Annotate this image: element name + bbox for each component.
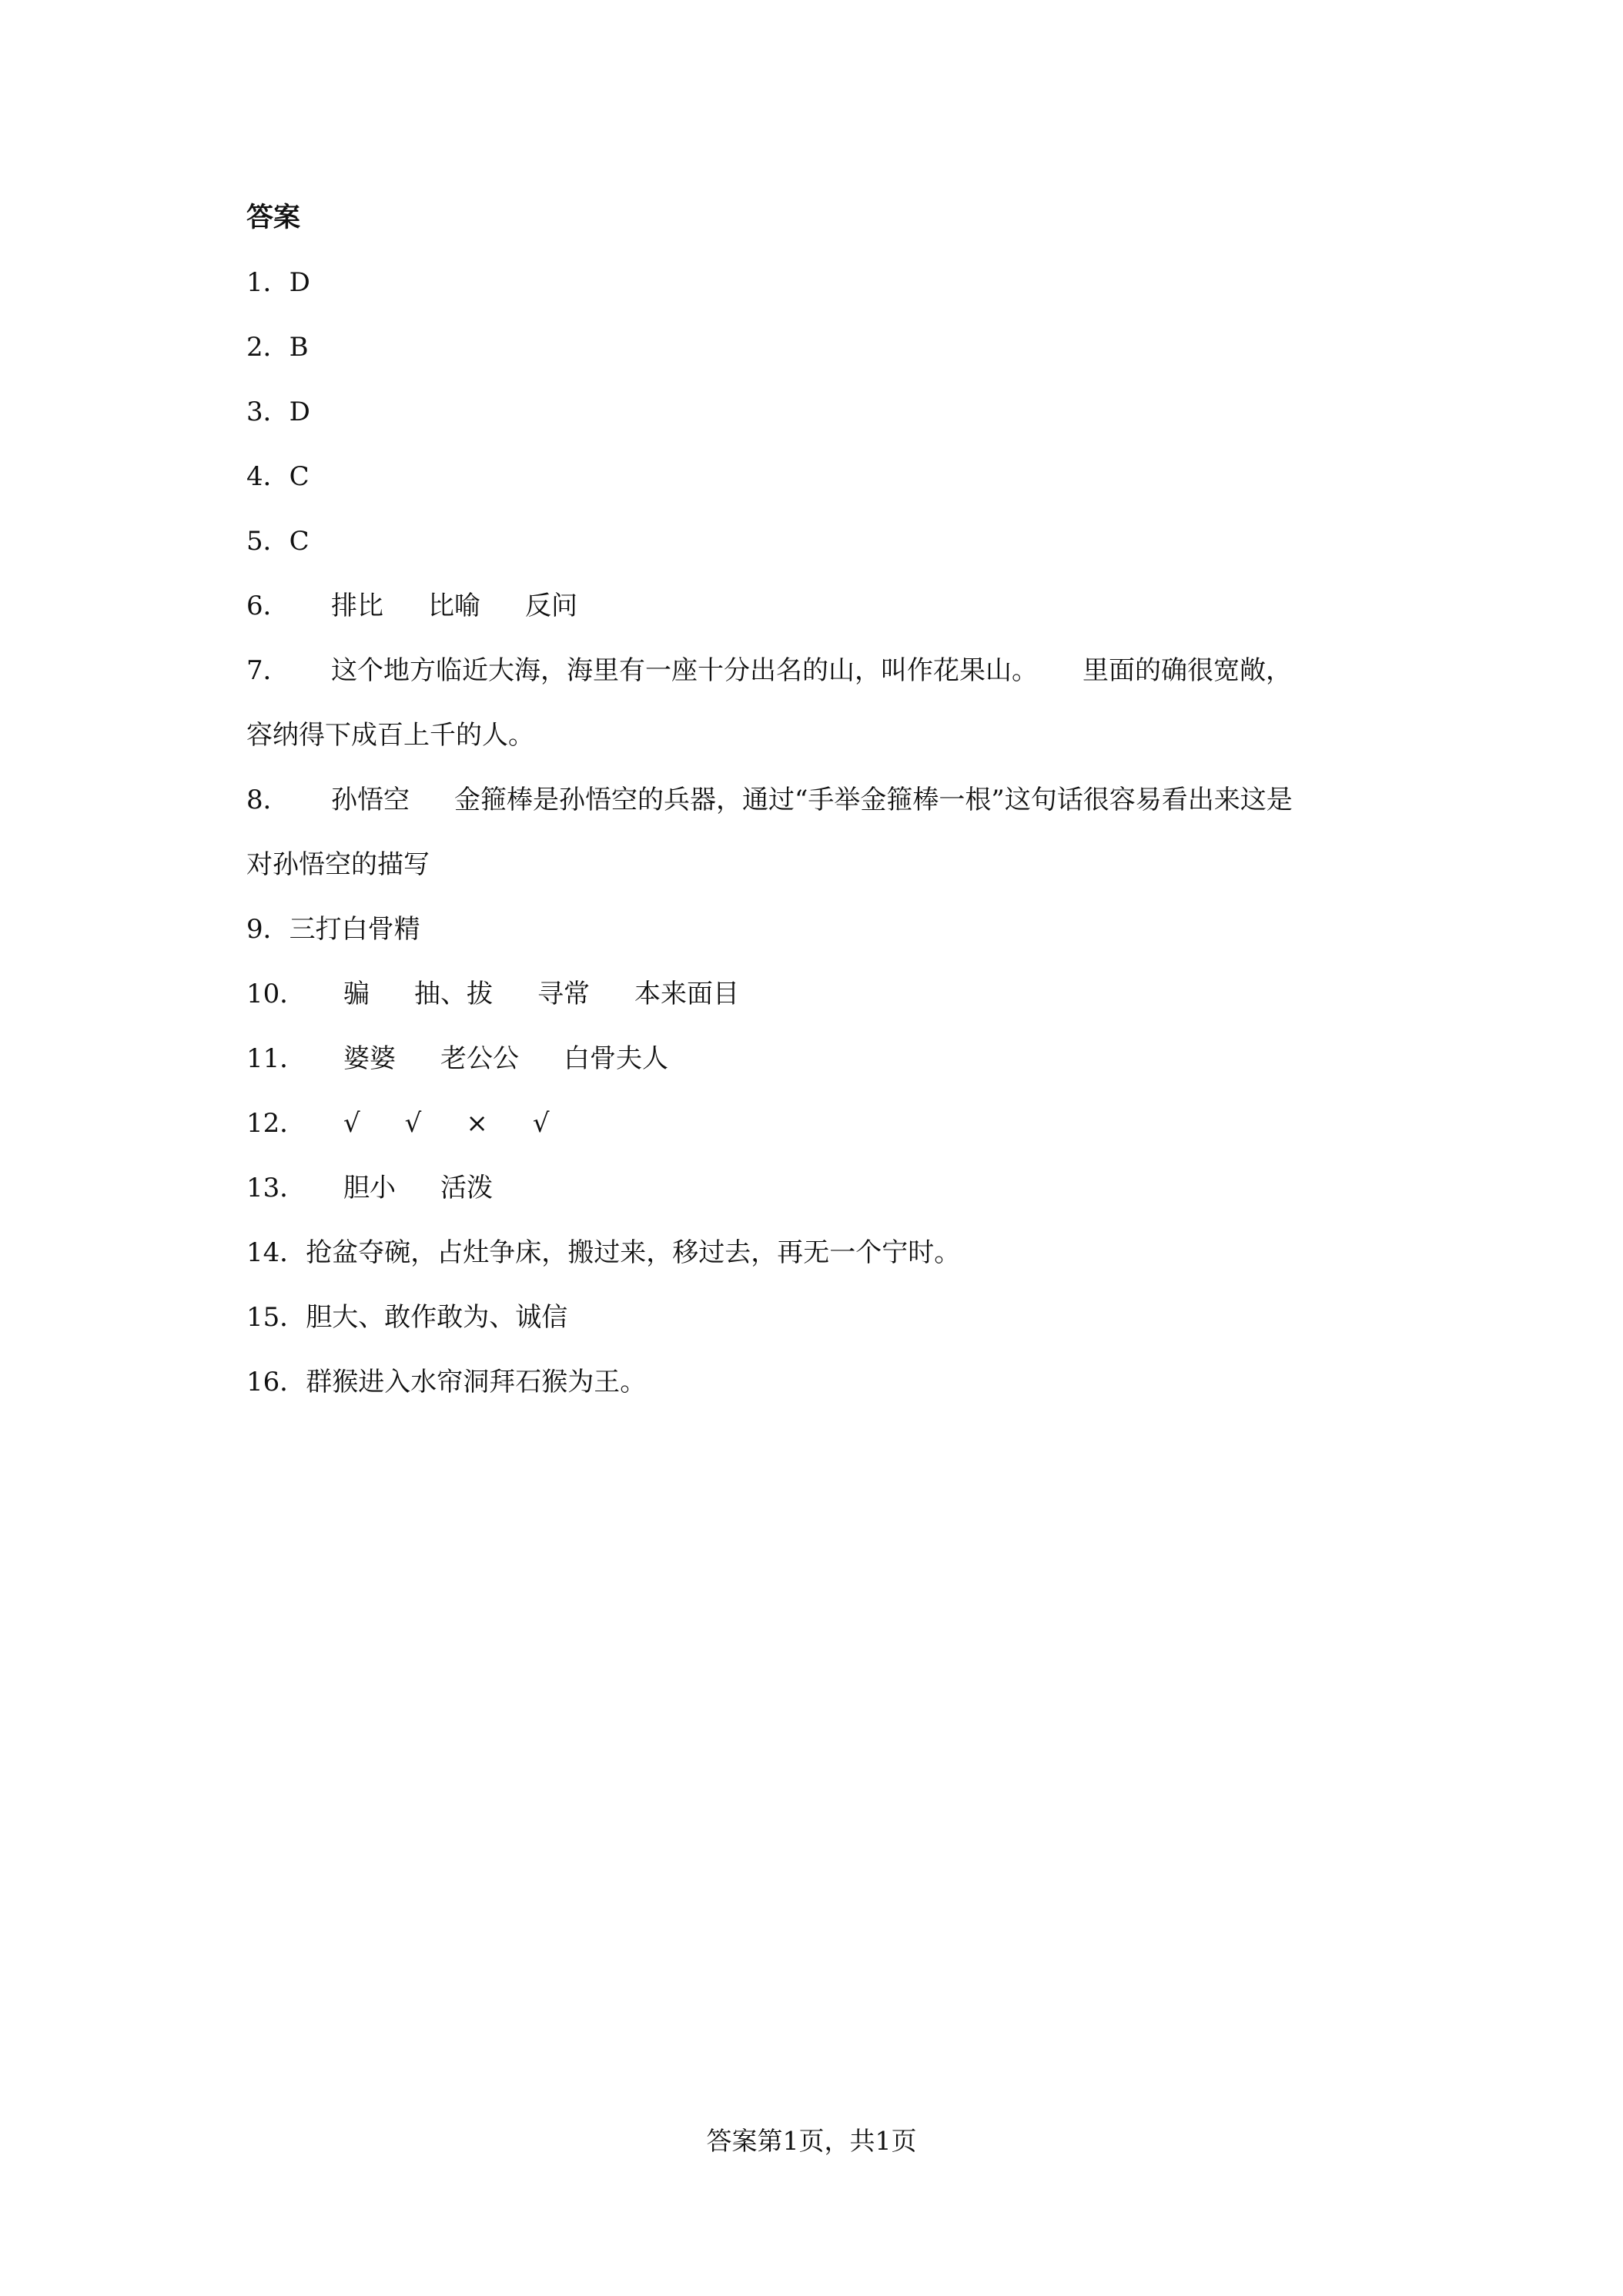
answer-part: √	[343, 1108, 360, 1139]
answer-number: 9．	[246, 914, 289, 945]
answer-part: 活泼	[440, 1173, 493, 1203]
answer-part: ×	[466, 1108, 488, 1139]
answer-item-7	[246, 638, 1386, 768]
answer-part: 胆小	[343, 1173, 396, 1203]
answer-part: 抽、拔	[414, 979, 493, 1009]
answer-item-3	[246, 380, 1386, 444]
answer-continuation: 容纳得下成百上千的人。	[246, 720, 534, 751]
answer-part: 骗	[343, 979, 370, 1009]
answer-item-9	[246, 897, 1386, 962]
answer-number: 5．	[246, 526, 289, 557]
answer-part: 婆婆	[343, 1043, 396, 1074]
answer-text: B	[289, 332, 309, 363]
answer-part: 排比	[331, 591, 383, 621]
answer-number: 2．	[246, 332, 289, 363]
answer-number: 1．	[246, 267, 289, 298]
answer-number: 15．	[246, 1302, 306, 1333]
answer-continuation: 对孙悟空的描写	[246, 849, 430, 880]
answer-text: 胆大、敢作敢为、诚信	[306, 1302, 568, 1333]
answer-number: 12．	[246, 1108, 306, 1139]
answer-item-15	[246, 1285, 1386, 1350]
answer-text: D	[289, 267, 310, 298]
answer-text: D	[289, 397, 310, 427]
answer-number: 13．	[246, 1173, 306, 1203]
answer-text: 抢盆夺碗，占灶争床，搬过来，移过去，再无一个宁时。	[306, 1237, 961, 1268]
answer-number: 4．	[246, 461, 289, 492]
answer-item-5	[246, 509, 1386, 574]
answer-part: 孙悟空	[331, 785, 410, 815]
answer-title: 答案	[246, 202, 301, 233]
answer-part: 里面的确很宽敞，	[1083, 655, 1292, 686]
page-footer: 答案第1页，共1页	[706, 2126, 917, 2156]
answer-item-4	[246, 444, 1386, 509]
answer-part: 金箍棒是孙悟空的兵器，通过“手举金箍棒一根”这句话很容易看出来这是	[454, 785, 1293, 815]
answer-part: 本来面目	[634, 979, 739, 1009]
answer-number: 3．	[246, 397, 289, 427]
answer-item-6	[246, 574, 1386, 638]
answer-part: 老公公	[440, 1043, 519, 1074]
answer-item-10	[246, 962, 1386, 1026]
answer-number: 8．	[246, 785, 289, 815]
answer-item-12	[246, 1091, 1386, 1156]
answer-text: C	[289, 461, 310, 492]
answer-number: 14．	[246, 1237, 306, 1268]
answer-item-14	[246, 1220, 1386, 1285]
answer-number: 6．	[246, 591, 289, 621]
answer-part: 比喻	[428, 591, 480, 621]
answer-text: C	[289, 526, 310, 557]
answer-number: 7．	[246, 655, 289, 686]
answer-number: 16．	[246, 1367, 306, 1397]
answer-text: 群猴进入水帘洞拜石猴为王。	[306, 1367, 647, 1397]
answer-part: 这个地方临近大海，海里有一座十分出名的山，叫作花果山。	[331, 655, 1038, 686]
answer-item-16	[246, 1350, 1386, 1414]
answer-part: 反问	[525, 591, 577, 621]
answer-number: 10．	[246, 979, 306, 1009]
answer-item-1	[246, 250, 1386, 315]
answer-item-13	[246, 1156, 1386, 1220]
answer-number: 11．	[246, 1043, 306, 1074]
answer-item-8	[246, 768, 1386, 897]
answer-part: 白骨夫人	[564, 1043, 668, 1074]
answer-part: √	[404, 1108, 422, 1139]
answer-part: √	[532, 1108, 550, 1139]
answer-item-2	[246, 315, 1386, 380]
answer-list	[246, 250, 1386, 1414]
answer-part: 寻常	[537, 979, 590, 1009]
answer-text: 三打白骨精	[289, 914, 420, 945]
answer-item-11	[246, 1026, 1386, 1091]
